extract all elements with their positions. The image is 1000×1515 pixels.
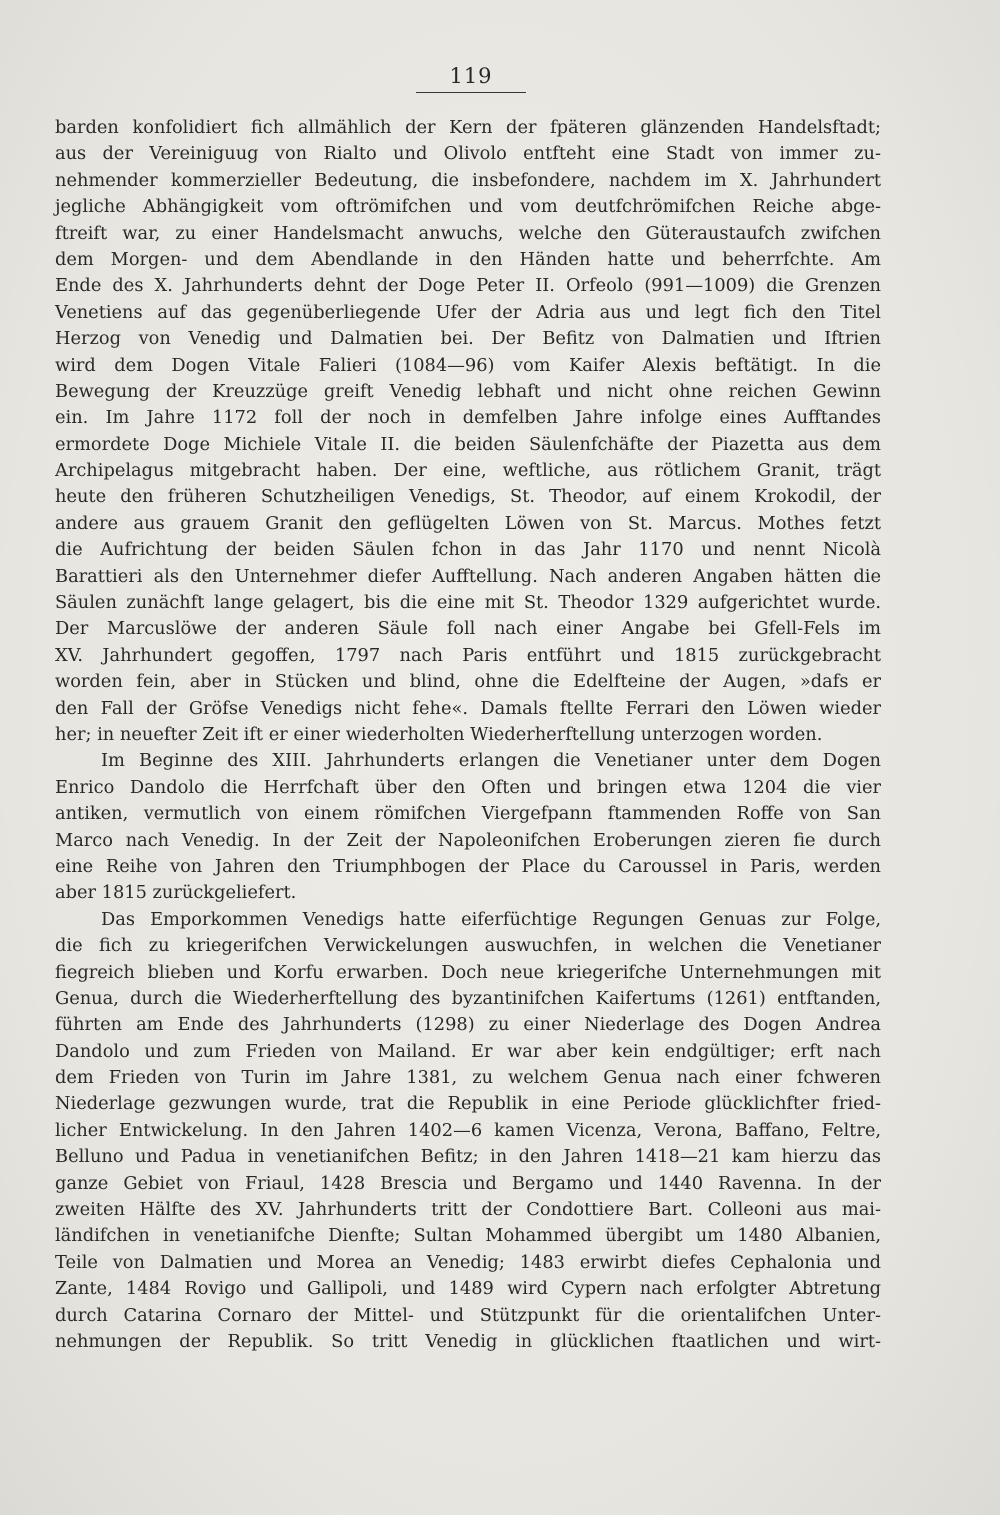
text-line: heute den früheren Schutzheiligen Venedigs, St. Theodor, auf einem Krokodil, der: [55, 486, 881, 508]
text-line: die fich zu kriegerifchen Verwickelungen auswuchfen, in welchen die Venetianer: [55, 935, 881, 957]
body-text: [55, 115, 881, 1355]
text-line: Bewegung der Kreuzzüge greift Venedig lebhaft und nicht ohne reichen Gewinn: [55, 380, 881, 402]
text-line: Dandolo und zum Frieden von Mailand. Er war aber kein endgültiger; erft nach: [55, 1040, 881, 1062]
text-line: ganze Gebiet von Friaul, 1428 Brescia und Bergamo und 1440 Ravenna. In der: [55, 1172, 881, 1194]
text-line: Niederlage gezwungen wurde, trat die Republik in eine Periode glücklichfter fried-: [55, 1093, 881, 1115]
paragraph: [55, 115, 881, 748]
paragraph: [55, 748, 881, 906]
text-line: licher Entwickelung. In den Jahren 1402—6 kamen Vicenza, Verona, Baffano, Feltre,: [55, 1119, 881, 1141]
text-line: Marco nach Venedig. In der Zeit der Napoleonifchen Eroberungen zieren fie durch: [55, 829, 881, 851]
text-line: eine Reihe von Jahren den Triumphbogen der Place du Caroussel in Paris, werden: [55, 855, 881, 877]
text-line: Im Beginne des XIII. Jahrhunderts erlangen die Venetianer unter dem Dogen: [101, 750, 881, 772]
text-line: Venetiens auf das gegenüberliegende Ufer der Adria aus und legt fich den Titel: [55, 301, 881, 323]
text-line: worden fein, aber in Stücken und blind, ohne die Edelfteine der Augen, »dafs er: [55, 671, 881, 693]
text-line: Enrico Dandolo die Herrfchaft über den Often und bringen etwa 1204 die vier: [55, 776, 881, 798]
text-line: Ende des X. Jahrhunderts dehnt der Doge Peter II. Orfeolo (991—1009) die Grenzen: [55, 275, 881, 297]
text-line: fiegreich blieben und Korfu erwarben. Doch neue kriegerifche Unternehmungen mit: [55, 961, 881, 983]
text-line: aber 1815 zurückgeliefert.: [55, 882, 297, 904]
text-line: Teile von Dalmatien und Morea an Venedig; 1483 erwirbt diefes Cephalonia und: [55, 1251, 881, 1273]
text-line: ein. Im Jahre 1172 foll der noch in demfelben Jahre infolge eines Aufftandes: [55, 407, 881, 429]
text-line: Herzog von Venedig und Dalmatien bei. Der Befitz von Dalmatien und Iftrien: [55, 328, 881, 350]
text-line: Archipelagus mitgebracht haben. Der eine, weftliche, aus rötlichem Granit, trägt: [55, 460, 881, 482]
text-line: zweiten Hälfte des XV. Jahrhunderts tritt der Condottiere Bart. Colleoni aus mai-: [55, 1199, 881, 1221]
text-line: dem Frieden von Turin im Jahre 1381, zu welchem Genua nach einer fchweren: [55, 1067, 881, 1089]
text-line: ftreift war, zu einer Handelsmacht anwuchs, welche den Güteraustaufch zwifchen: [55, 222, 881, 244]
paragraph: [55, 907, 881, 1356]
text-line: Genua, durch die Wiederherftellung des byzantinifchen Kaifertums (1261) entftanden,: [55, 987, 881, 1009]
text-line: Der Marcuslöwe der anderen Säule foll nach einer Angabe bei Gfell-Fels im: [55, 618, 881, 640]
text-line: nehmender kommerzieller Bedeutung, die insbefondere, nachdem im X. Jahrhundert: [55, 169, 881, 191]
text-line: führten am Ende des Jahrhunderts (1298) zu einer Niederlage des Dogen Andrea: [55, 1014, 881, 1036]
text-line: aus der Vereiniguug von Rialto und Olivolo entfteht eine Stadt von immer zu-: [55, 143, 881, 165]
text-line: XV. Jahrhundert gegoffen, 1797 nach Paris entführt und 1815 zurückgebracht: [55, 644, 881, 666]
text-line: ländifchen in venetianifche Dienfte; Sultan Mohammed übergibt um 1480 Albanien,: [55, 1225, 881, 1247]
text-line: wird dem Dogen Vitale Falieri (1084—96) vom Kaifer Alexis beftätigt. In die: [55, 354, 881, 376]
text-line: Zante, 1484 Rovigo und Gallipoli, und 1489 wird Cypern nach erfolgter Abtretung: [55, 1278, 881, 1300]
text-line: durch Catarina Cornaro der Mittel- und Stützpunkt für die orientalifchen Unter-: [55, 1304, 881, 1326]
text-line: nehmungen der Republik. So tritt Venedig in glücklichen ftaatlichen und wirt-: [55, 1330, 881, 1352]
text-line: dem Morgen- und dem Abendlande in den Händen hatte und beherrfchte. Am: [55, 248, 881, 270]
page-number: 119: [416, 64, 526, 93]
text-line: die Aufrichtung der beiden Säulen fchon in das Jahr 1170 und nennt Nicolà: [55, 539, 881, 561]
text-line: Belluno und Padua in venetianifchen Befitz; in den Jahren 1418—21 kam hierzu das: [55, 1146, 881, 1168]
text-line: antiken, vermutlich von einem römifchen Viergefpann ftammenden Roffe von San: [55, 803, 881, 825]
text-line: barden konfolidiert fich allmählich der Kern der fpäteren glänzenden Handelsftadt;: [55, 117, 881, 138]
text-line: jegliche Abhängigkeit vom oftrömifchen und vom deutfchrömifchen Reiche abge-: [55, 196, 881, 218]
text-line: ermordete Doge Michiele Vitale II. die beiden Säulenfchäfte der Piazetta aus dem: [55, 433, 881, 455]
text-line: den Fall der Gröfse Venedigs nicht fehe«. Damals ftellte Ferrari den Löwen wieder: [55, 697, 881, 719]
text-line: andere aus grauem Granit den geflügelten Löwen von St. Marcus. Mothes fetzt: [55, 512, 881, 534]
text-line: Barattieri als den Unternehmer diefer Aufftellung. Nach anderen Angaben hätten die: [55, 565, 881, 587]
text-line: Säulen zunächft lange gelagert, bis die eine mit St. Theodor 1329 aufgerichtet wurde.: [55, 592, 881, 614]
text-line: her; in neuefter Zeit ift er einer wiederholten Wiederherftellung unterzogen worden.: [55, 723, 823, 745]
text-line: Das Emporkommen Venedigs hatte eiferfüchtige Regungen Genuas zur Folge,: [101, 908, 881, 930]
